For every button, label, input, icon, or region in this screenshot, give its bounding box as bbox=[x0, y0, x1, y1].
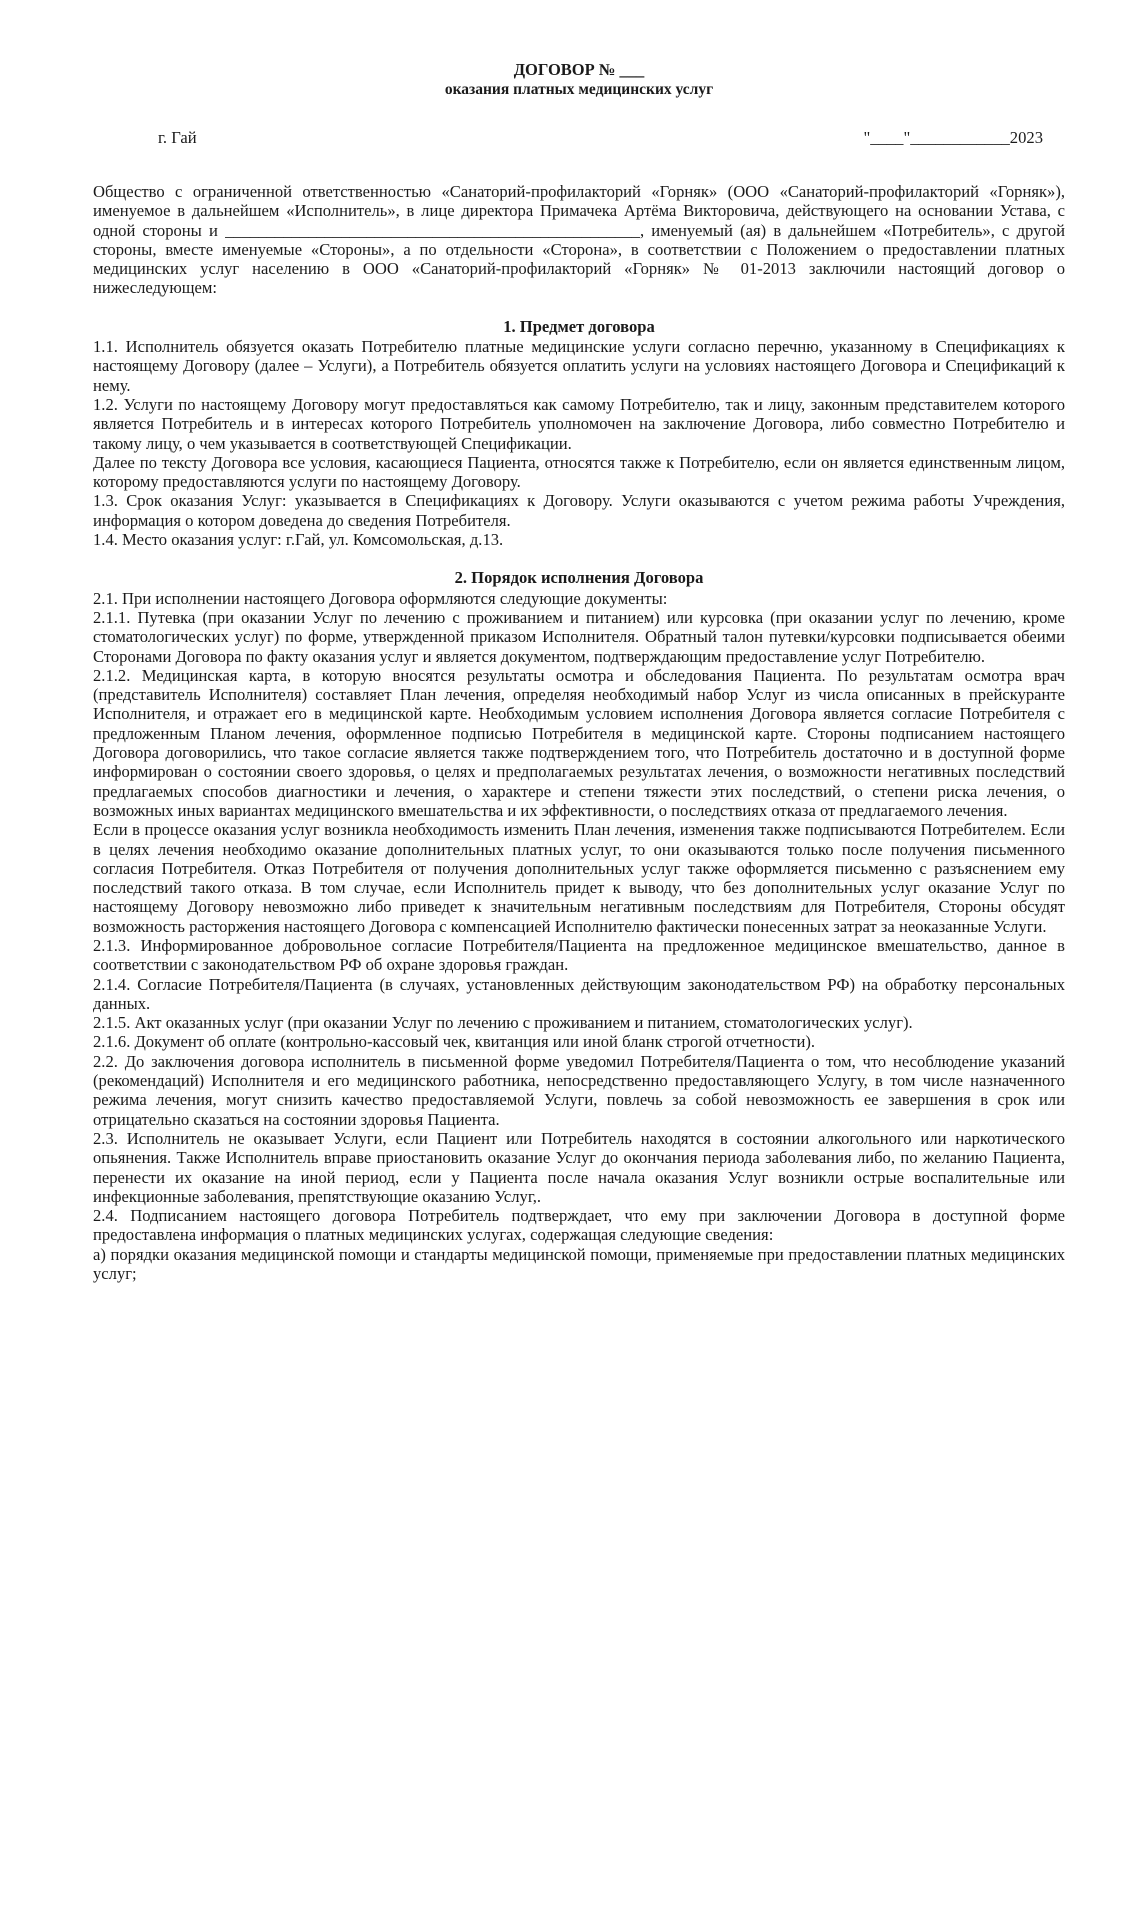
contract-city: г. Гай bbox=[158, 128, 197, 147]
clause-2-4-a: а) порядки оказания медицинской помощи и стандарты медицинской помощи, применяемые при предоставлении платных медицинских услуг; bbox=[93, 1244, 1065, 1284]
contract-page bbox=[93, 60, 1065, 1283]
clause-2-4: 2.4. Подписанием настоящего договора Потребитель подтверждает, что ему при заключении Договора в доступной форме предоставлена информация о платных медицинских услугах, содержащая следующие сведения: bbox=[93, 1206, 1065, 1245]
clause-1-1: 1.1. Исполнитель обязуется оказать Потребителю платные медицинские услуги согласно перечню, указанному в Спецификациях к настоящему Договору (далее – Услуги), а Потребитель обязуется оплатить услуги на условиях настоящего Договора и Спецификаций к нему. bbox=[93, 337, 1065, 395]
clause-2-1-4: 2.1.4. Согласие Потребителя/Пациента (в случаях, установленных действующим законодательством РФ) на обработку персональных данных. bbox=[93, 974, 1065, 1013]
clause-1-2-note: Далее по тексту Договора все условия, касающиеся Пациента, относятся также к Потребителю, если он является единственным лицом, которому предоставляются услуги по настоящему Договору. bbox=[93, 452, 1065, 492]
clause-2-2: 2.2. До заключения договора исполнитель в письменной форме уведомил Потребителя/Пациента о том, что несоблюдение указаний (рекомендаций) Исполнителя и его медицинского работника, непосредственно предоставляющего Услугу, в том числе назначенного режима лечения, могут снизить качество предоставляемой Услуги, повлечь за собой невозможность ее завершения в срок или отрицательно сказаться на состоянии здоровья Пациента. bbox=[93, 1051, 1065, 1129]
clause-2-1-3: 2.1.3. Информированное добровольное согласие Потребителя/Пациента на предложенное медицинское вмешательство, данное в соответствии с законодательством РФ об охране здоровья граждан. bbox=[93, 935, 1065, 975]
section-1-title: 1. Предмет договора bbox=[503, 316, 655, 336]
clause-1-4: 1.4. Место оказания услуг: г.Гай, ул. Комсомольская, д.13. bbox=[93, 530, 504, 550]
intro-paragraph: Общество с ограниченной ответственностью «Санаторий-профилакторий «Горняк» (ООО «Санаторий-профилакторий «Горняк»), именуемое в дальнейшем «Исполнитель», в лице директора Примачека Артёма Викторовича, действующего на основании Устава, с одной стороны и __________________________________________________, именуемый (ая) в дальнейшем «Потребитель», с другой стороны, вместе именуемые «Стороны», а по отдельности «Сторона», в соответствии с Положением о предоставлении платных медицинских услуг населению в ООО «Санаторий-профилакторий «Горняк» № 01-2013 заключили настоящий договор о нижеследующем: bbox=[93, 182, 1065, 298]
contract-subtitle: оказания платных медицинских услуг bbox=[444, 81, 714, 98]
clause-2-1-2-continued: Если в процессе оказания услуг возникла необходимость изменить План лечения, изменения также подписываются Потребителем. Если в целях лечения необходимо оказание дополнительных платных услуг, то они оказываются только после получения письменного согласия Потребителя. Отказ Потребителя от получения дополнительных услуг также оформляется письменно с разъяснением ему последствий такого отказа. В том случае, если Исполнитель придет к выводу, что без дополнительных услуг оказание Услуг по настоящему Договору невозможно либо приведет к значительным негативным последствиям для Потребителя, Стороны обсудят возможность расторжения настоящего Договора с компенсацией Исполнителю фактически понесенных затрат за неоказанные Услуги. bbox=[93, 820, 1065, 936]
contract-title: ДОГОВОР № ___ bbox=[513, 60, 645, 79]
clause-1-3: 1.3. Срок оказания Услуг: указывается в Спецификациях к Договору. Услуги оказываются с учетом режима работы Учреждения, информация о котором доведена до сведения Потребителя. bbox=[93, 491, 1065, 530]
clause-2-1-2: 2.1.2. Медицинская карта, в которую вносятся результаты осмотра и обследования Пациента. По результатам осмотра врач (представитель Исполнителя) составляет План лечения, определяя необходимый набор Услуг из числа описанных в прейскуранте Исполнителя, и отражает его в медицинской карте. Необходимым условием исполнения Договора является согласие Потребителя с предложенным Планом лечения, оформленное подписью Потребителя в медицинской карте. Стороны подписанием настоящего Договора договорились, что такое согласие является также подтверждением того, что Потребитель достаточно и в доступной форме информирован о состоянии своего здоровья, о целях и предполагаемых результатах лечения, о возможности негативных последствий предлагаемых способов диагностики и лечения, о характере и степени тяжести этих последствий, о степени риска лечения, о возможных иных вариантах медицинского вмешательства и их эффективности, о последствиях отказа от предлагаемого лечения. bbox=[93, 665, 1065, 820]
city-date-row bbox=[93, 128, 1065, 148]
clause-1-2: 1.2. Услуги по настоящему Договору могут предоставляться как самому Потребителю, так и лицу, законным представителем которого является Потребитель и в интересах которого Потребитель уполномочен на заключение Договора, либо совместно Потребителю и такому лицу, о чем указывается в соответствующей Спецификации. bbox=[93, 394, 1065, 453]
section-2-title: 2. Порядок исполнения Договора bbox=[454, 568, 704, 588]
clause-2-3: 2.3. Исполнитель не оказывает Услуги, если Пациент или Потребитель находятся в состоянии алкогольного или наркотического опьянения. Также Исполнитель вправе приостановить оказание Услуг до окончания периода заболевания либо, по желанию Пациента, перенести их оказание на иной период, если у Пациента после начала оказания Услуг возникли острые воспалительные или инфекционные заболевания, препятствующие оказанию Услуг,. bbox=[93, 1128, 1065, 1206]
clause-2-1-1: 2.1.1. Путевка (при оказании Услуг по лечению с проживанием и питанием) или курсовка (при оказании услуг по лечению, кроме стоматологических услуг) по форме, утвержденной приказом Исполнителя. Обратный талон путевки/курсовки подписывается обеими Сторонами Договора по факту оказания услуг и является документом, подтверждающим предоставление услуг Потребителю. bbox=[93, 607, 1065, 666]
clause-2-1: 2.1. При исполнении настоящего Договора оформляются следующие документы: bbox=[93, 588, 668, 608]
clause-2-1-6: 2.1.6. Документ об оплате (контрольно-кассовый чек, квитанция или иной бланк строгой отчетности). bbox=[93, 1032, 816, 1052]
contract-date: "____"____________2023 bbox=[863, 128, 1043, 147]
clause-2-1-5: 2.1.5. Акт оказанных услуг (при оказании Услуг по лечению с проживанием и питанием, стоматологических услуг). bbox=[93, 1013, 913, 1033]
